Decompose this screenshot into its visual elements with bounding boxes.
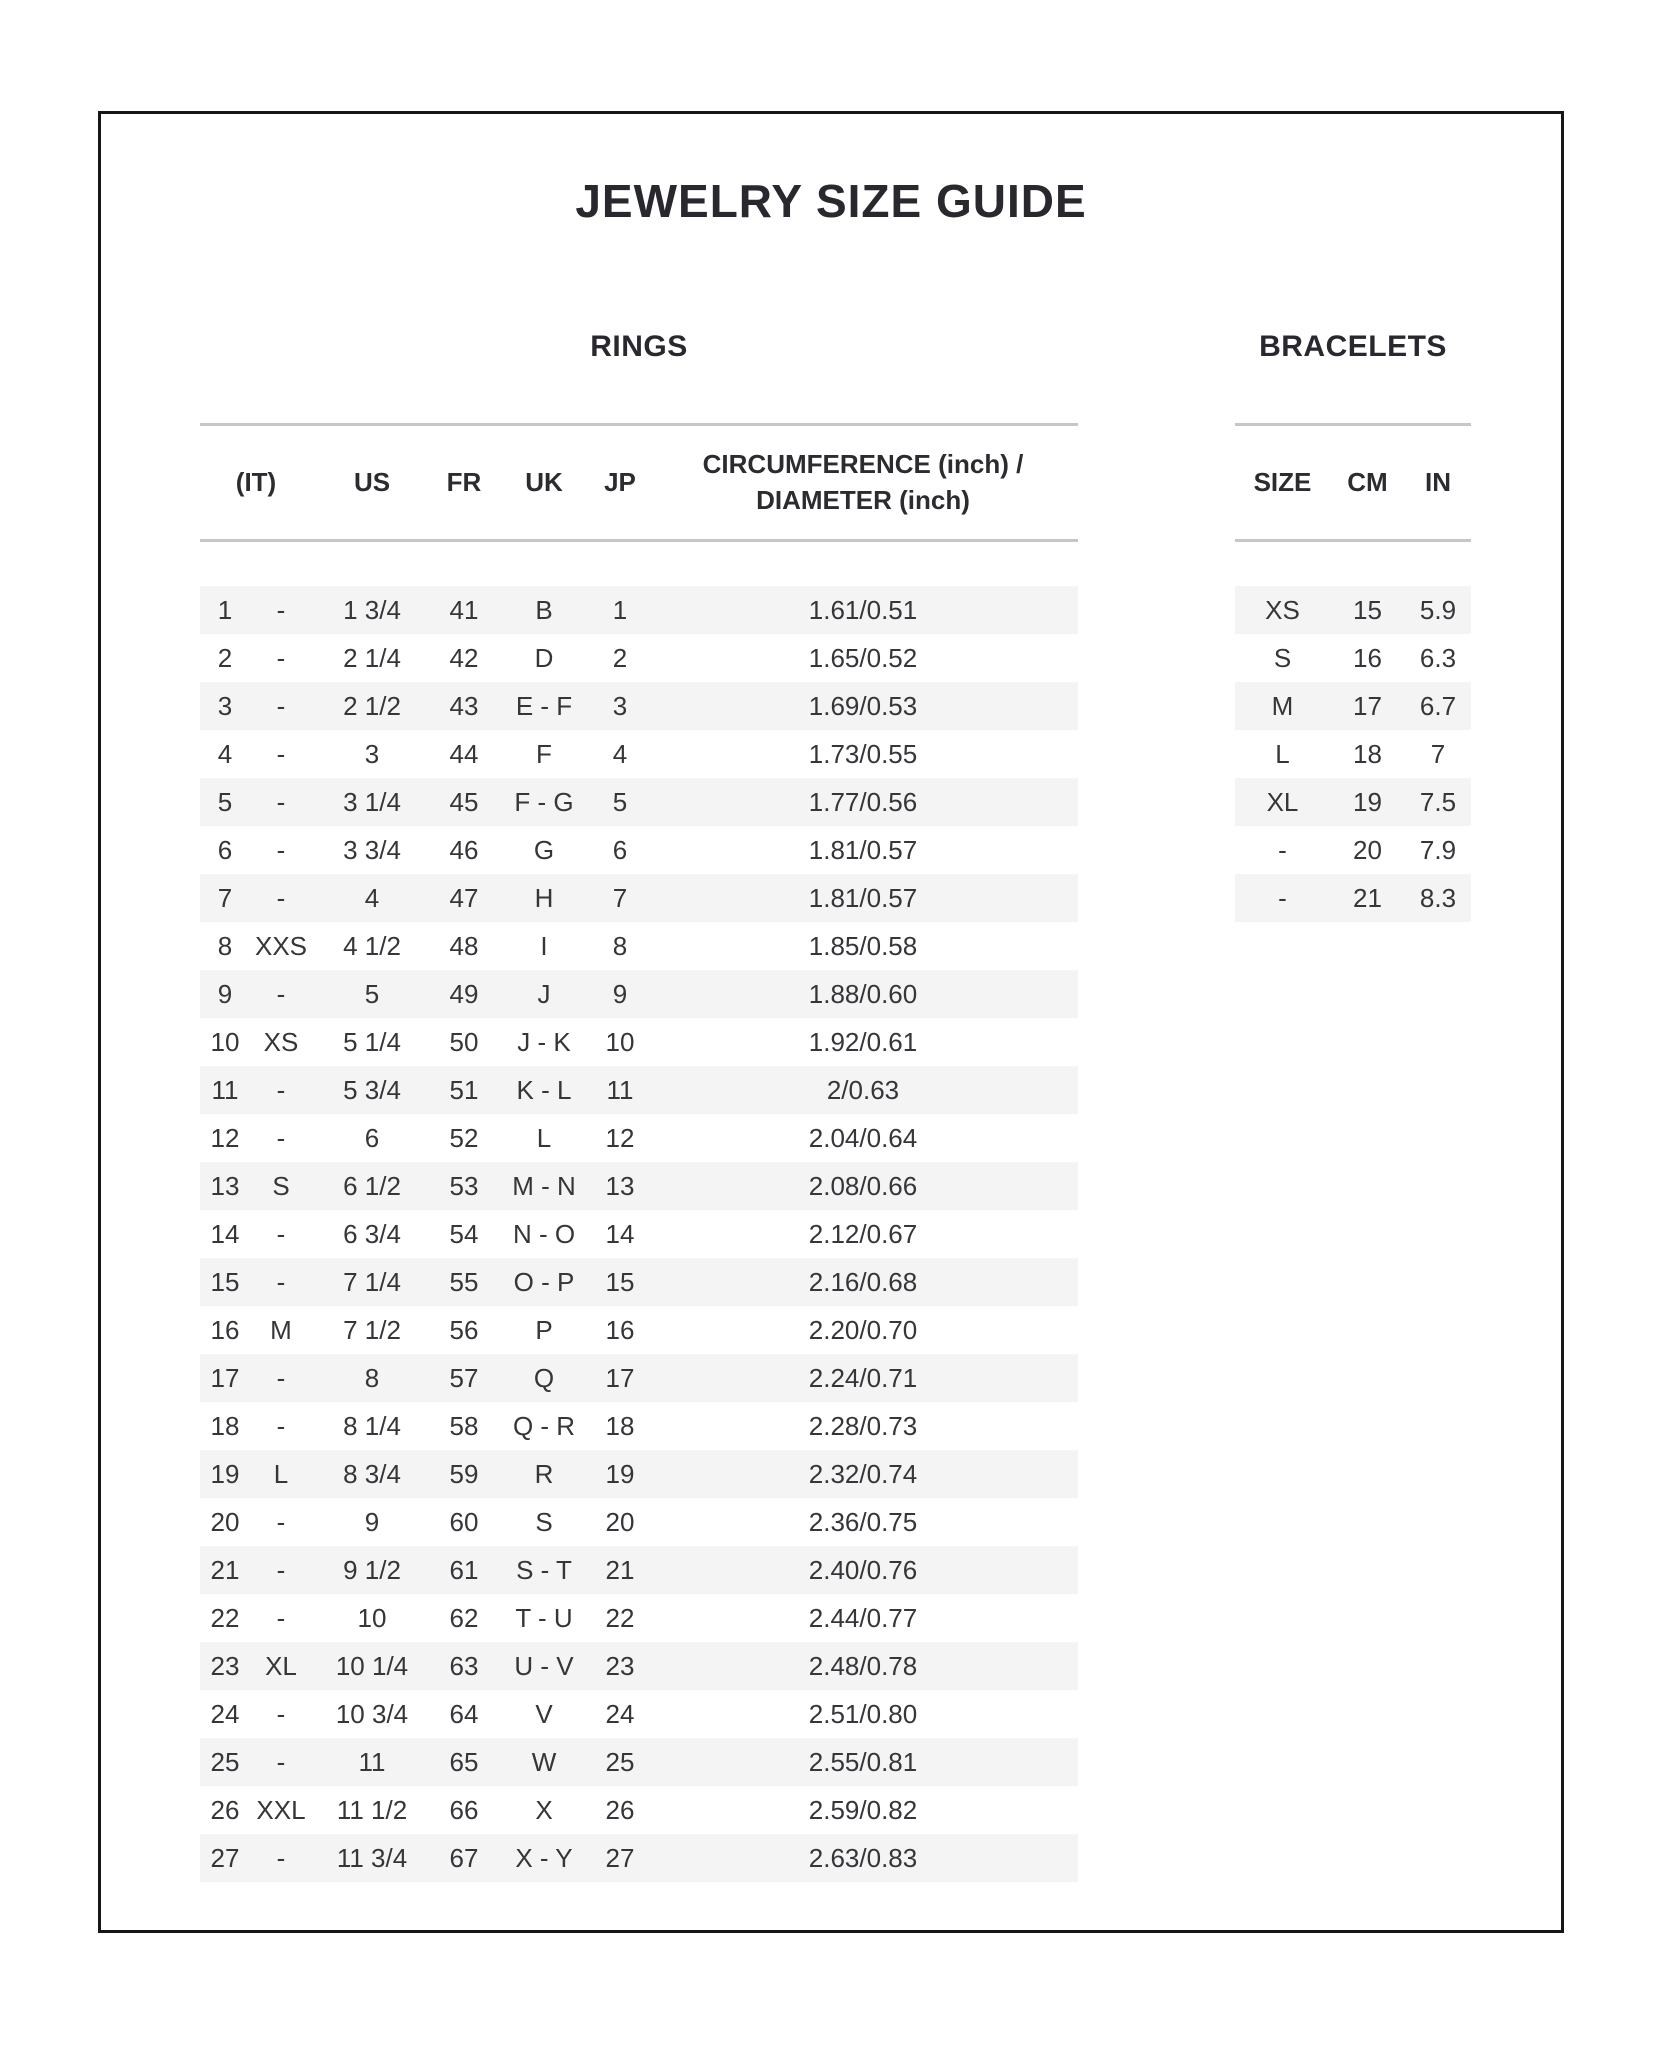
rings-cell: 2 <box>612 642 628 673</box>
rings-col-header: FR <box>446 467 482 498</box>
rings-cell: 1.92/0.61 <box>808 1026 918 1057</box>
bracelets-cell: XL <box>1266 786 1299 817</box>
rings-cell: 15 <box>210 1266 240 1297</box>
rings-cell: 2.40/0.76 <box>808 1554 918 1585</box>
rings-cell: - <box>276 786 286 817</box>
rings-cell: 27 <box>210 1842 240 1873</box>
bracelets-cell: 17 <box>1353 690 1382 721</box>
rings-cell: 21 <box>605 1554 635 1585</box>
rings-cell: 10 <box>357 1602 387 1633</box>
rings-cell: 66 <box>449 1794 479 1825</box>
bracelets-row <box>1235 682 1471 730</box>
bracelets-cell: 19 <box>1353 786 1382 817</box>
rings-cell: 2.20/0.70 <box>808 1314 918 1345</box>
rings-row <box>200 1162 1078 1210</box>
rings-cell: 61 <box>449 1554 479 1585</box>
rings-cell: 4 <box>364 882 380 913</box>
rings-cell: 25 <box>210 1746 240 1777</box>
rings-cell: 4 <box>612 738 628 769</box>
rings-cell: 59 <box>449 1458 479 1489</box>
bracelets-row <box>1235 826 1471 874</box>
rings-row <box>200 1546 1078 1594</box>
rings-cell: 53 <box>449 1170 479 1201</box>
rings-cell: G <box>533 834 555 865</box>
rings-cell: 7 1/2 <box>343 1314 401 1345</box>
rings-cell: 6 <box>612 834 628 865</box>
rings-cell: 6 1/2 <box>343 1170 401 1201</box>
rings-cell: 12 <box>605 1122 635 1153</box>
rings-cell: 3 <box>217 690 233 721</box>
bracelets-cell: 18 <box>1353 738 1382 769</box>
rings-cell: 3 3/4 <box>343 834 401 865</box>
rings-col-header: JP <box>604 467 636 498</box>
rings-cell: 62 <box>449 1602 479 1633</box>
rings-cell: 8 <box>217 930 233 961</box>
rings-cell: 56 <box>449 1314 479 1345</box>
rings-cell: 1 <box>217 594 233 625</box>
rings-cell: 1.69/0.53 <box>808 690 918 721</box>
rings-cell: 2.28/0.73 <box>808 1410 918 1441</box>
rings-cell: 16 <box>605 1314 635 1345</box>
rings-cell: D <box>534 642 554 673</box>
rings-row <box>200 1306 1078 1354</box>
rings-cell: XL <box>265 1650 297 1681</box>
rings-cell: 6 <box>217 834 233 865</box>
rings-cell: 2 <box>217 642 233 673</box>
rings-row <box>200 634 1078 682</box>
bracelets-cell: 21 <box>1353 882 1382 913</box>
rings-row <box>200 1258 1078 1306</box>
rings-cell: 19 <box>605 1458 635 1489</box>
rings-cell: B <box>535 594 553 625</box>
rings-cell: 54 <box>449 1218 479 1249</box>
rings-cell: 14 <box>605 1218 635 1249</box>
rings-cell: 57 <box>449 1362 479 1393</box>
rings-heading: RINGS <box>590 330 688 363</box>
rings-cell: - <box>276 1218 286 1249</box>
rings-cell: 2.12/0.67 <box>808 1218 918 1249</box>
rings-cell: 41 <box>449 594 479 625</box>
bracelets-col-header: CM <box>1347 467 1388 498</box>
rings-row <box>200 874 1078 922</box>
rings-cell: J <box>537 978 551 1009</box>
rings-cell: 2.55/0.81 <box>808 1746 918 1777</box>
rings-cell: - <box>276 1410 286 1441</box>
rings-cell: 2.44/0.77 <box>808 1602 918 1633</box>
rings-cell: 10 3/4 <box>335 1698 409 1729</box>
bracelets-cell: 20 <box>1353 834 1382 865</box>
rings-row <box>200 1210 1078 1258</box>
rings-cell: 3 <box>364 738 380 769</box>
rings-cell: 50 <box>449 1026 479 1057</box>
rings-cell: 2/0.63 <box>826 1074 900 1105</box>
bracelets-cell: S <box>1273 642 1292 673</box>
rings-cell: 26 <box>210 1794 240 1825</box>
rings-col-header: US <box>353 467 391 498</box>
bracelets-cell: - <box>1278 882 1287 913</box>
rings-cell: - <box>276 1554 286 1585</box>
rings-cell: 22 <box>210 1602 240 1633</box>
rings-cell: 18 <box>605 1410 635 1441</box>
rings-cell: Q <box>533 1362 555 1393</box>
rings-cell: - <box>276 1362 286 1393</box>
rings-cell: 4 <box>217 738 233 769</box>
rings-cell: W <box>531 1746 557 1777</box>
rings-cell: 24 <box>605 1698 635 1729</box>
rings-cell: 1.65/0.52 <box>808 642 918 673</box>
rings-row <box>200 1642 1078 1690</box>
rings-cell: - <box>276 594 286 625</box>
rings-row <box>200 1018 1078 1066</box>
rings-cell: 11 <box>211 1074 239 1105</box>
rings-cell: - <box>276 834 286 865</box>
rings-cell: 11 <box>606 1074 634 1105</box>
rings-cell: 2.59/0.82 <box>808 1794 918 1825</box>
rings-cell: 1 3/4 <box>343 594 401 625</box>
rings-cell: L <box>536 1122 552 1153</box>
rings-cell: V <box>535 1698 553 1729</box>
bracelets-cell: 6.7 <box>1419 690 1457 721</box>
rings-cell: 5 3/4 <box>343 1074 401 1105</box>
rings-cell: I <box>540 930 548 961</box>
rings-cell: Q - R <box>512 1410 576 1441</box>
rings-cell: 7 <box>612 882 628 913</box>
rings-cell: 1.81/0.57 <box>808 882 918 913</box>
rings-cell: - <box>276 1698 286 1729</box>
rings-cell: P <box>535 1314 553 1345</box>
rings-cell: 10 <box>210 1026 240 1057</box>
rings-cell: 23 <box>210 1650 240 1681</box>
rings-cell: 15 <box>605 1266 635 1297</box>
bracelets-col-header: SIZE <box>1253 467 1312 498</box>
rings-cell: 63 <box>449 1650 479 1681</box>
rings-cell: 13 <box>605 1170 635 1201</box>
rings-cell: 25 <box>605 1746 635 1777</box>
bracelets-cell: L <box>1275 738 1290 769</box>
rings-cell: 11 1/2 <box>336 1794 408 1825</box>
rings-cell: 1.73/0.55 <box>808 738 918 769</box>
rings-cell: M <box>270 1314 292 1345</box>
bracelets-row <box>1235 730 1471 778</box>
rings-cell: 19 <box>210 1458 240 1489</box>
rings-cell: 5 <box>364 978 380 1009</box>
rings-cell: 21 <box>210 1554 240 1585</box>
rings-row <box>200 1402 1078 1450</box>
rings-cell: 5 <box>217 786 233 817</box>
bracelets-heading: BRACELETS <box>1259 330 1447 363</box>
rings-row <box>200 586 1078 634</box>
bracelets-col-header: IN <box>1425 467 1451 498</box>
rings-cell: 45 <box>449 786 479 817</box>
rings-cell: 6 <box>364 1122 380 1153</box>
rings-cell: 1.61/0.51 <box>808 594 918 625</box>
rings-cell: 6 3/4 <box>343 1218 401 1249</box>
rings-cell: - <box>276 1074 286 1105</box>
rings-cell: F - G <box>514 786 574 817</box>
rings-row <box>200 1738 1078 1786</box>
rings-row <box>200 1786 1078 1834</box>
rings-cell: 16 <box>210 1314 240 1345</box>
rings-cell: E - F <box>515 690 573 721</box>
rings-cell: - <box>276 882 286 913</box>
rings-cell: 2.04/0.64 <box>808 1122 918 1153</box>
rings-row <box>200 730 1078 778</box>
rings-cell: 43 <box>449 690 479 721</box>
rings-cell: 11 <box>358 1746 386 1777</box>
rings-cell: 10 1/4 <box>335 1650 409 1681</box>
rings-cell: 14 <box>210 1218 240 1249</box>
rings-cell: 5 <box>612 786 628 817</box>
bracelets-table <box>1235 586 1471 922</box>
rings-cell: 3 1/4 <box>343 786 401 817</box>
rings-cell: 58 <box>449 1410 479 1441</box>
rings-cell: 22 <box>605 1602 635 1633</box>
rings-cell: 52 <box>449 1122 479 1153</box>
rings-cell: 49 <box>449 978 479 1009</box>
rings-cell: 12 <box>210 1122 240 1153</box>
rings-cell: L <box>273 1458 289 1489</box>
rings-cell: 65 <box>449 1746 479 1777</box>
rings-cell: 44 <box>449 738 479 769</box>
rings-cell: X - Y <box>515 1842 573 1873</box>
rings-cell: 17 <box>605 1362 635 1393</box>
rings-cell: XXS <box>254 930 308 961</box>
rings-cell: 8 1/4 <box>343 1410 401 1441</box>
page-title: JEWELRY SIZE GUIDE <box>575 175 1087 227</box>
rings-cell: - <box>276 1266 286 1297</box>
bracelets-cell: 15 <box>1353 594 1382 625</box>
rings-row <box>200 682 1078 730</box>
bracelets-cell: 16 <box>1353 642 1382 673</box>
rings-cell: S <box>272 1170 290 1201</box>
rings-cell: 8 3/4 <box>343 1458 401 1489</box>
rings-cell: 24 <box>210 1698 240 1729</box>
rings-cell: 1.81/0.57 <box>808 834 918 865</box>
rings-cell: F <box>536 738 552 769</box>
rings-cell: 9 <box>217 978 233 1009</box>
bracelets-cell: 6.3 <box>1419 642 1457 673</box>
rings-cell: 3 <box>612 690 628 721</box>
rings-row <box>200 1114 1078 1162</box>
rings-cell: T - U <box>515 1602 573 1633</box>
rings-col-header: UK <box>525 467 563 498</box>
rings-cell: 2.48/0.78 <box>808 1650 918 1681</box>
rings-cell: 9 <box>364 1506 380 1537</box>
rings-cell: 2.32/0.74 <box>808 1458 918 1489</box>
bracelets-cell: 7.9 <box>1419 834 1457 865</box>
rings-row <box>200 1066 1078 1114</box>
bracelets-row <box>1235 586 1471 634</box>
rings-cell: XS <box>263 1026 299 1057</box>
bracelets-cell: 8.3 <box>1419 882 1457 913</box>
rings-cell: 10 <box>605 1026 635 1057</box>
rings-cell: U - V <box>514 1650 574 1681</box>
bracelets-cell: 7.5 <box>1419 786 1457 817</box>
rings-cell: K - L <box>516 1074 572 1105</box>
rings-cell: - <box>276 690 286 721</box>
rings-cell: 67 <box>449 1842 479 1873</box>
rings-row <box>200 1594 1078 1642</box>
bracelets-cell: 7 <box>1430 738 1446 769</box>
rings-cell: 64 <box>449 1698 479 1729</box>
rings-cell: 11 3/4 <box>336 1842 408 1873</box>
bracelets-cell: - <box>1278 834 1287 865</box>
rings-cell: 26 <box>605 1794 635 1825</box>
rings-cell: N - O <box>512 1218 576 1249</box>
rings-cell: - <box>276 1602 286 1633</box>
rings-cell: - <box>276 1122 286 1153</box>
rings-cell: J - K <box>517 1026 571 1057</box>
rings-cell: 8 <box>364 1362 380 1393</box>
rings-cell: 1 <box>612 594 628 625</box>
rings-cell: 1.85/0.58 <box>808 930 918 961</box>
bracelets-table-header <box>1235 423 1471 542</box>
rings-cell: 1.77/0.56 <box>808 786 918 817</box>
rings-row <box>200 970 1078 1018</box>
rings-cell: H <box>534 882 554 913</box>
rings-cell: 47 <box>449 882 479 913</box>
bracelets-row <box>1235 874 1471 922</box>
rings-cell: S - T <box>516 1554 572 1585</box>
rings-cell: - <box>276 1506 286 1537</box>
rings-cell: S <box>535 1506 553 1537</box>
bracelets-cell: XS <box>1265 594 1300 625</box>
rings-row <box>200 1354 1078 1402</box>
rings-cell: 13 <box>210 1170 240 1201</box>
rings-cell: 42 <box>449 642 479 673</box>
rings-cell: 2.51/0.80 <box>808 1698 918 1729</box>
bracelets-cell: M <box>1271 690 1294 721</box>
rings-cell: 55 <box>449 1266 479 1297</box>
rings-row <box>200 778 1078 826</box>
rings-cell: 1.88/0.60 <box>808 978 918 1009</box>
rings-cell: 46 <box>449 834 479 865</box>
rings-table <box>200 586 1078 1882</box>
rings-cell: R <box>534 1458 554 1489</box>
rings-cell: 2.08/0.66 <box>808 1170 918 1201</box>
rings-cell: 2.16/0.68 <box>808 1266 918 1297</box>
rings-cell: 20 <box>605 1506 635 1537</box>
rings-cell: 2.36/0.75 <box>808 1506 918 1537</box>
rings-cell: X <box>535 1794 553 1825</box>
rings-table-header <box>200 423 1078 542</box>
rings-cell: 2 1/2 <box>343 690 401 721</box>
rings-row <box>200 1498 1078 1546</box>
rings-row <box>200 1450 1078 1498</box>
rings-cell: XXL <box>256 1794 306 1825</box>
rings-cell: - <box>276 1842 286 1873</box>
rings-cell: 2 1/4 <box>343 642 401 673</box>
rings-cell: 9 <box>612 978 628 1009</box>
rings-cell: - <box>276 738 286 769</box>
rings-cell: 48 <box>449 930 479 961</box>
rings-col-header: (IT) <box>235 467 277 498</box>
rings-cell: 9 1/2 <box>343 1554 401 1585</box>
rings-cell: 2.63/0.83 <box>808 1842 918 1873</box>
rings-cell: 4 1/2 <box>343 930 401 961</box>
rings-cell: - <box>276 642 286 673</box>
rings-cell: 7 1/4 <box>343 1266 401 1297</box>
rings-cell: 23 <box>605 1650 635 1681</box>
bracelets-cell: 5.9 <box>1419 594 1457 625</box>
rings-cell: M - N <box>512 1170 576 1201</box>
rings-cell: 5 1/4 <box>343 1026 401 1057</box>
rings-cell: - <box>276 978 286 1009</box>
rings-cell: 51 <box>449 1074 479 1105</box>
rings-cell: 7 <box>217 882 233 913</box>
rings-cell: 8 <box>612 930 628 961</box>
rings-row <box>200 1690 1078 1738</box>
rings-col-header: CIRCUMFERENCE (inch) / DIAMETER (inch) <box>702 449 1024 515</box>
rings-cell: O - P <box>513 1266 575 1297</box>
rings-cell: 27 <box>605 1842 635 1873</box>
rings-row <box>200 922 1078 970</box>
rings-cell: 20 <box>210 1506 240 1537</box>
rings-row <box>200 1834 1078 1882</box>
rings-cell: 17 <box>210 1362 240 1393</box>
bracelets-row <box>1235 634 1471 682</box>
rings-cell: - <box>276 1746 286 1777</box>
rings-cell: 2.24/0.71 <box>808 1362 918 1393</box>
rings-cell: 60 <box>449 1506 479 1537</box>
bracelets-row <box>1235 778 1471 826</box>
rings-row <box>200 826 1078 874</box>
rings-cell: 18 <box>210 1410 240 1441</box>
